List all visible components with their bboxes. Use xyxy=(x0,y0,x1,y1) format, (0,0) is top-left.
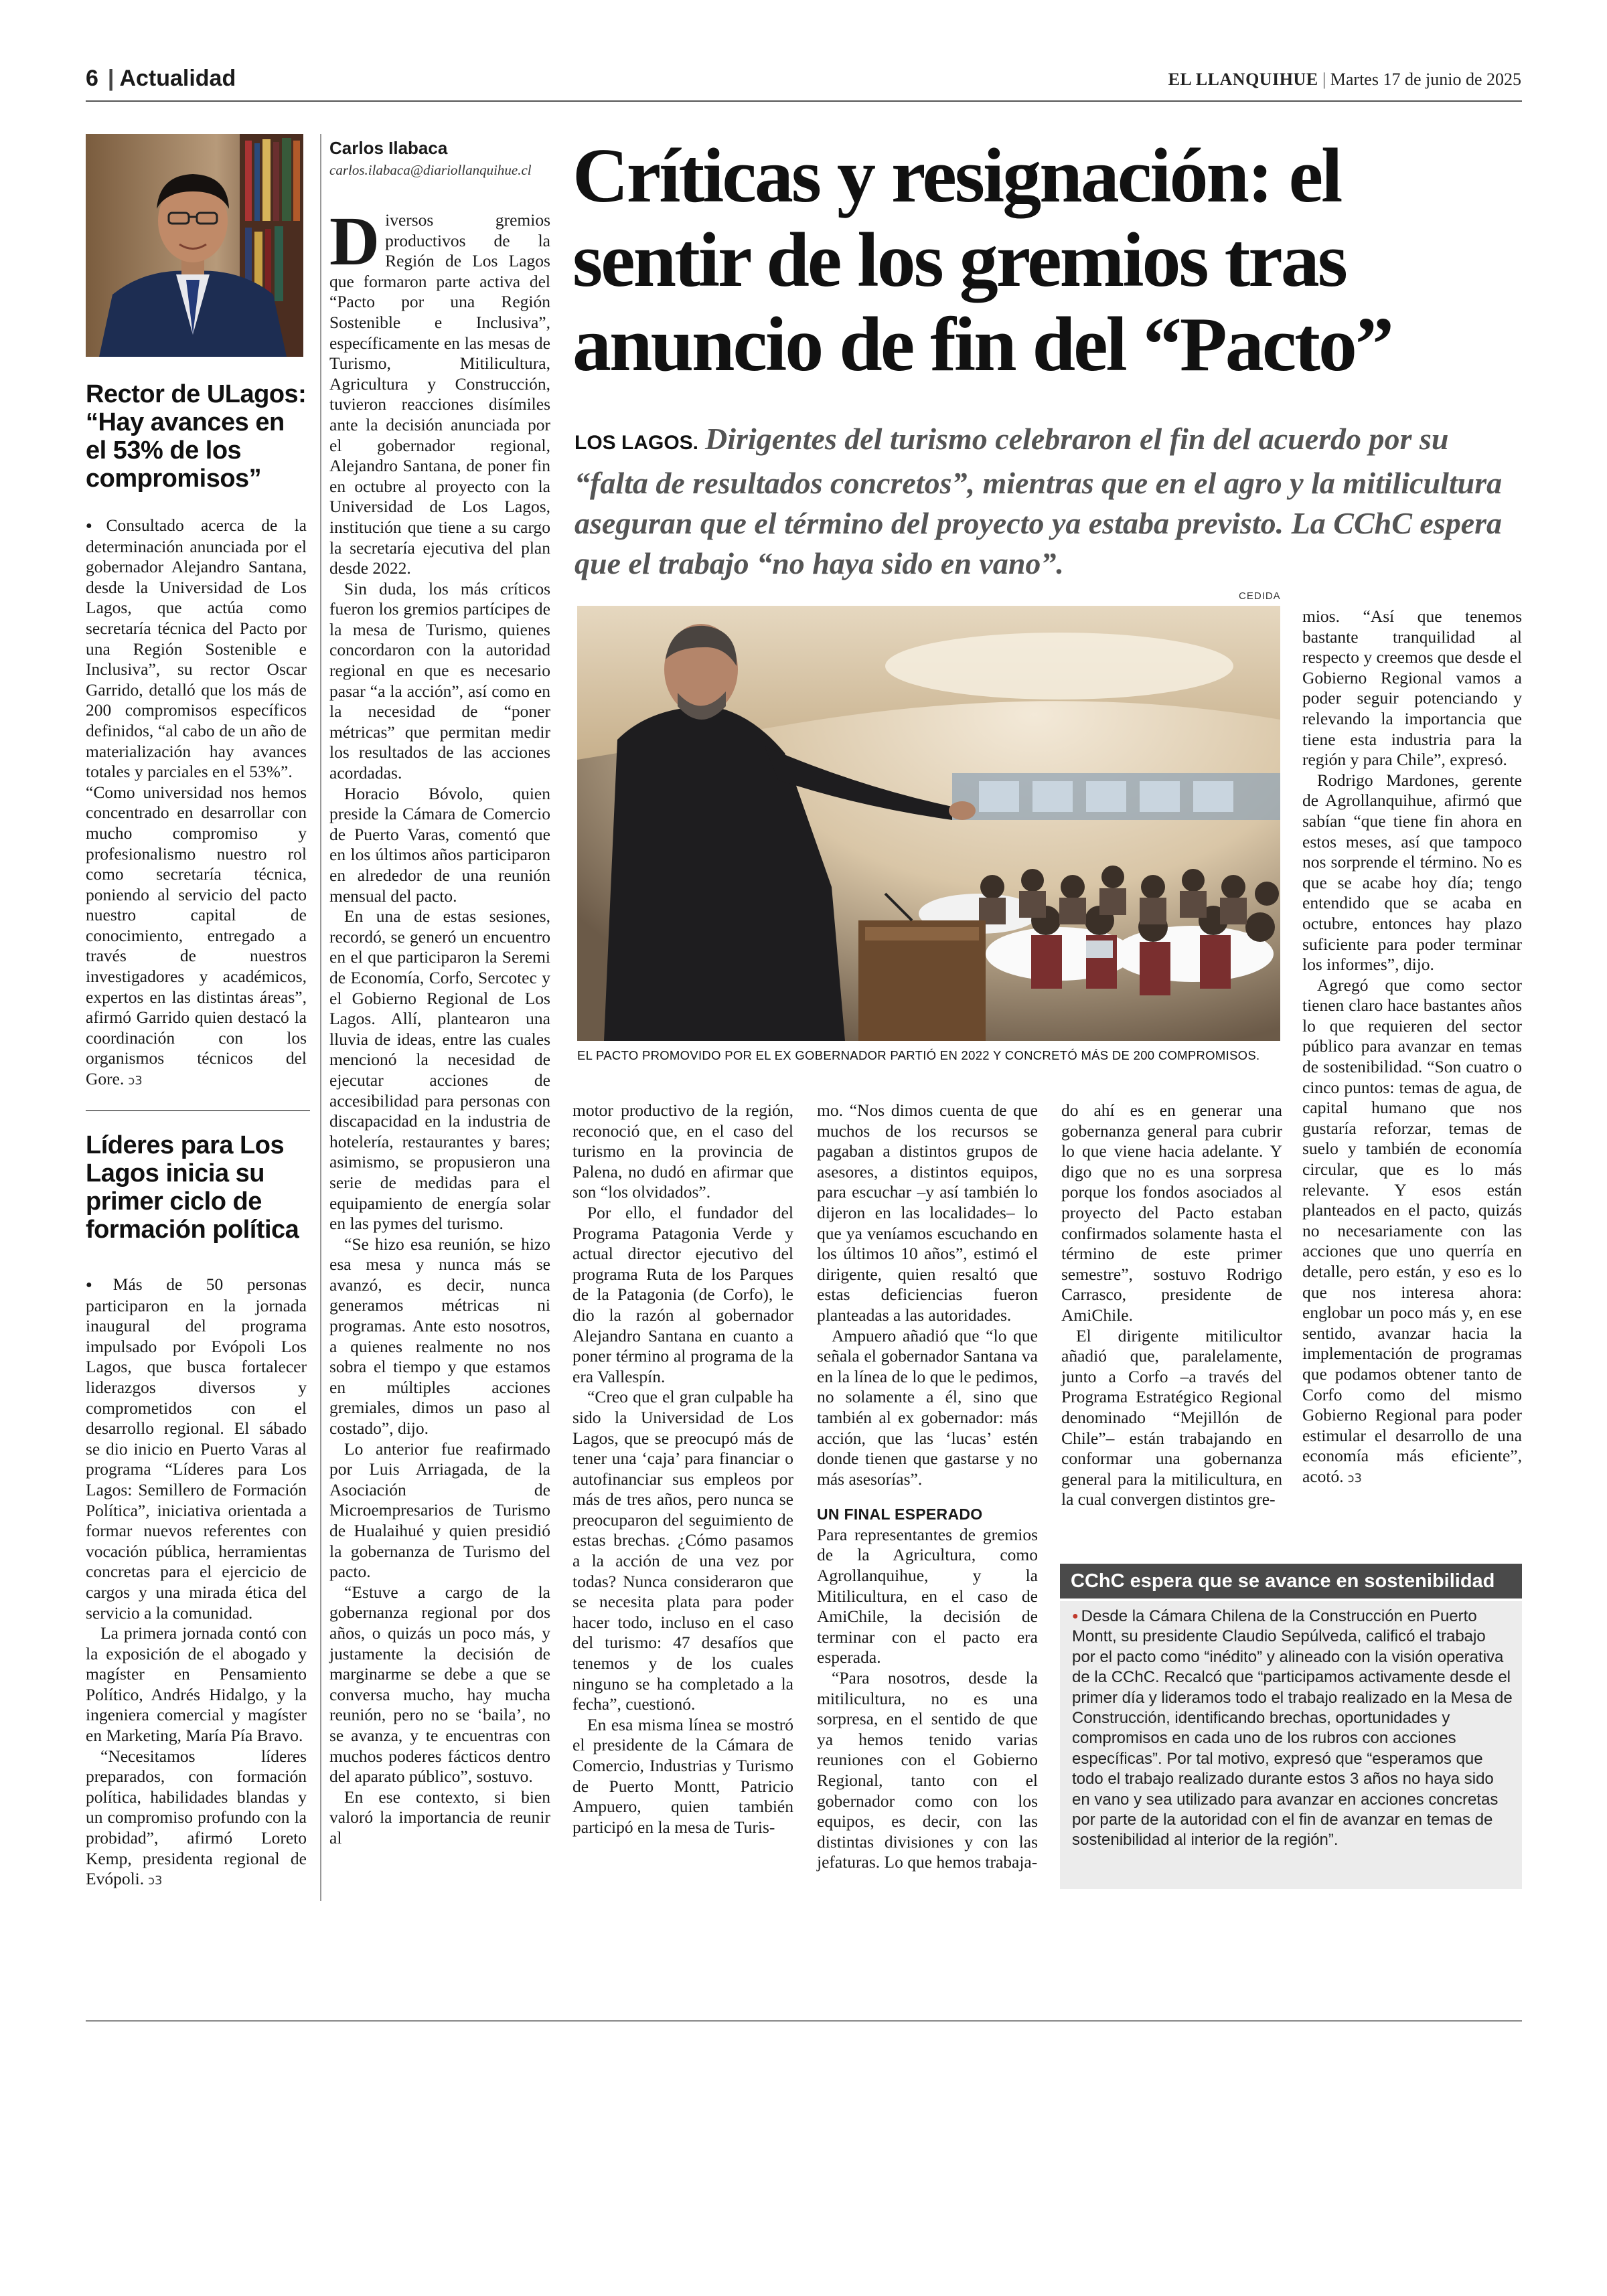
article-paragraph: Ampuero añadió que “lo que señala el gobernador Santana va en la línea de lo que le pedimos, no solamente a él, sino que también al ex gobernador: más acción, que las ‘lucas’ estén donde tienen que gastarse y no más asesorías”. xyxy=(817,1325,1038,1489)
publication-name: EL LLANQUIHUE xyxy=(1168,70,1318,89)
sidebar2-paragraph: Más de 50 personas participaron en la jornada inaugural del programa impulsado por Evópoli Los Lagos, que busca fortalecer liderazgos diversos y comprometidos con el desarrollo regional. El sábado se dio inicio en Puerto Varas al programa “Líderes para Los Lagos: Semillero de Formación Política”, iniciativa orientada a formar nuevos referentes con vocación pública, herramientas concretas para el ejercicio de cargos y una mirada ética del servicio a la comunidad. xyxy=(86,1275,307,1623)
article-deck xyxy=(575,419,1519,584)
article-paragraph: Horacio Bóvolo, quien preside la Cámara de Comercio de Puerto Varas, comentó que en los últimos años participaron en alrededor de una reunión mensual del pacto. xyxy=(329,783,550,906)
sidebar2-title: Líderes para Los Lagos inicia su primer ciclo de formación política xyxy=(86,1131,299,1244)
article-paragraph: “Para nosotros, desde la mitilicultura, no es una sorpresa, en el sentido de que ya hemos tenido varias reuniones con el Gobierno Regional, tanto con el gobernador como con los equipos, es decir, con las distintas divisiones y con las jefaturas. Lo que hemos trabaja- xyxy=(817,1668,1038,1872)
article-column-2 xyxy=(572,1100,793,1837)
issue-date: Martes 17 de junio de 2025 xyxy=(1330,70,1521,89)
article-column-3 xyxy=(817,1100,1038,1873)
sidebar1-paragraph: Consultado acerca de la determinación anunciada por el gobernador Alejandro Santana, desde la Universidad de Los Lagos, que actúa como secretaría técnica del Pacto por una Región Sostenible e Inclusiva”, su rector Oscar Garrido, detalló que los más de 200 compromisos específicos definidos, “al cabo de un año de materialización hay avances totales y parciales en el 53%”. xyxy=(86,515,307,782)
article-photo xyxy=(577,606,1280,1041)
article-paragraph: mo. “Nos dimos cuenta de que muchos de los recursos se pagaban a distintos grupos de asesores, a distintos equipos, para escuchar –y así también lo dijeron en las localidades– lo que ya veníamos escuchando en los últimos 10 años”, estimó el dirigente, quien resaltó que estas deficiencias fueron planteadas a las autoridades. xyxy=(817,1100,1038,1325)
footer-rule xyxy=(86,2020,1522,2022)
bullet-dot-icon: ● xyxy=(1072,1611,1079,1622)
deck-text: Dirigentes del turismo celebraron el fin del acuerdo por su “falta de resultados concretos”, mientras que en el agro y la mitilicultura aseguran que el término del proyecto ya estaba previsto. La CChC espera que el trabajo “no haya sido en vano”. xyxy=(575,422,1503,580)
sidebar-column-rule xyxy=(320,134,321,1901)
sidebar1-body xyxy=(86,515,307,1092)
article-end-icon: ↄ3 xyxy=(148,1874,163,1888)
article-paragraph: “Estuve a cargo de la gobernanza regional por dos años, o quizás un poco más, y justamente la decisión de marginarme se debe a que se conversa mucho, hay mucha reunión, pero no se ‘baila’, no se avanza, y te encuentras con muchos poderes fácticos dentro del aparato público”, sostuvo. xyxy=(329,1582,550,1787)
sidebar2-paragraph: La primera jornada contó con la exposición de el abogado y magíster en Pensamiento Político, Andrés Hidalgo, y la ingeniera comercial y magíster en Marketing, María Pía Bravo. xyxy=(86,1623,307,1746)
article-paragraph: Para representantes de gremios de la Agricultura, como Agrollanquihue, y la Mitilicultura, en el caso de AmiChile, la decisión de terminar con el pacto era esperada. xyxy=(817,1524,1038,1667)
article-paragraph: En una de estas sesiones, recordó, se generó un encuentro en el que participaron la Seremi de Economía, Corfo, Sercotec y el Gobierno Regional de Los Lagos. Allí, plantearon una lluvia de ideas, entre las cuales mencionó la necesidad de ejecutar acciones de accesibilidad para personas con discapacidad en la industria de hotelería, restaurantes y bares; asimismo, se propusieron una serie de medidas para el equipamiento de energía solar en las pymes del turismo. xyxy=(329,906,550,1234)
photo-caption: EL PACTO PROMOVIDO POR EL EX GOBERNADOR PARTIÓ EN 2022 Y CONCRETÓ MÁS DE 200 COMPROMISOS. xyxy=(577,1048,1260,1062)
sidebar2-paragraph: “Necesitamos líderes preparados, con formación política, habilidades blandas y un compromiso profundo con la probidad”, afirmó Loreto Kemp, presidenta regional de Evópoli. xyxy=(86,1746,307,1889)
article-paragraph: Rodrigo Mardones, gerente de Agrollanquihue, afirmó que sabían “que tiene fin ahora en estos meses, así que tampoco nos sorprende el término. No es que se acabe hoy día; tengo entendido que se acaba en octubre, entonces hay plazo suficiente para poder terminar los informes”, dijo. xyxy=(1302,770,1522,975)
header-rule xyxy=(86,100,1522,102)
article-paragraph: En esa misma línea se mostró el presidente de la Cámara de Comercio, Industrias y Turismo de Puerto Montt, Patricio Ampuero, quien también participó en la mesa de Turis- xyxy=(572,1714,793,1837)
sidebar-divider xyxy=(86,1110,310,1111)
bullet-dot-icon xyxy=(86,515,106,535)
masthead-date: EL LLANQUIHUE | Martes 17 de junio de 2025 xyxy=(1168,70,1521,89)
page-section-header: 6 | Actualidad xyxy=(86,66,236,91)
article-paragraph: Agregó que como sector tienen claro hace bastantes años lo que requieren del sector público para avanzar en temas de sostenibilidad. “Son cuatro o cinco puntos: temas de agua, de capital humano que nos gustaría reforzar, temas de suelo y también de economía circular, que es lo más relevante. Y esos están planteados en el pacto, quizás no necesariamente con las acciones que uno querría en detalle, pero están, y eso es lo que nos interesa ahora: englobar un poco más y, en ese sentido, avanzar hacia la implementación de programas que podamos obtener tanto de Corfo como del mismo Gobierno Regional para poder estimular el desarrollo de una economía más eficiente”, acotó. xyxy=(1302,975,1522,1486)
article-end-icon: ↄ3 xyxy=(1347,1471,1362,1485)
cchc-box-title: CChC espera que se avance en sostenibilidad xyxy=(1060,1564,1522,1598)
headline: Críticas y resignación: el sentir de los gremios tras anuncio de fin del “Pacto” xyxy=(572,133,1392,388)
page-number: 6 xyxy=(86,66,98,91)
bullet-dot-icon xyxy=(86,1275,113,1294)
portrait-image xyxy=(86,134,303,357)
article-end-icon: ↄ3 xyxy=(128,1074,143,1088)
article-subhead: UN FINAL ESPERADO xyxy=(817,1505,983,1524)
article-paragraph: motor productivo de la región, reconoció que, en el caso del turismo en la provincia de Palena, no dudó en afirmar que son “los olvidados”. xyxy=(572,1100,793,1202)
kicker: LOS LAGOS. xyxy=(575,432,699,454)
article-paragraph: do ahí es en generar una gobernanza general para cubrir lo que viene hacia adelante. Y digo que no es una sorpresa porque los fondos asociados al proyecto del Pacto estaban confirmados solamente hasta el término de este primer semestre”, sostuvo Rodrigo Carrasco, presidente de AmiChile. xyxy=(1061,1100,1282,1325)
article-paragraph: mios. “Así que tenemos bastante tranquilidad al respecto y creemos que desde el Gobierno Regional vamos a poder seguir potenciando y relevando la importancia que tiene esta industria para la región y para Chile”, expresó. xyxy=(1302,606,1522,770)
article-column-4 xyxy=(1061,1100,1282,1510)
article-paragraph: Por ello, el fundador del Programa Patagonia Verde y actual director ejecutivo del programa Ruta de los Parques de la Patagonia (de Corfo), le dio la razón al gobernador Alejandro Santana en cuanto a poner término al programa de la era Vallespín. xyxy=(572,1202,793,1386)
author-name: Carlos Ilabaca xyxy=(329,138,448,158)
sidebar2-body xyxy=(86,1275,307,1892)
cchc-box-body xyxy=(1060,1601,1522,1889)
article-paragraph: “Se hizo esa reunión, se hizo esa mesa y nunca más se avanzó, es decir, nunca generamos métricas ni programas. Ante esto nosotros, a quienes realmente no nos sobra el tiempo y que estamos en múltiples acciones gremiales, dimos un paso al costado”, dijo. xyxy=(329,1234,550,1439)
article-paragraph: En ese contexto, si bien valoró la importancia de reunir al xyxy=(329,1787,550,1848)
article-paragraph: Sin duda, los más críticos fueron los gremios partícipes de la mesa de Turismo, quienes concordaron con la autoridad regional en que es necesario pasar “a la acción”, así como en la necesidad de “poner métricas” que permitan medir los resultados de las acciones acordadas. xyxy=(329,578,550,783)
article-paragraph: El dirigente mitilicultor añadió que, paralelamente, junto a Corfo –a través del Programa Estratégico Regional denominado “Mejillón de Chile”– están trabajando en conformar una gobernanza general para la mitilicultura, en la cual convergen distintos gre- xyxy=(1061,1325,1282,1509)
section-name: Actualidad xyxy=(119,66,236,91)
conference-photo-image xyxy=(577,606,1280,1041)
article-column-5 xyxy=(1302,606,1522,1489)
sidebar1-title: Rector de ULagos: “Hay avances en el 53% de los compromisos” xyxy=(86,380,307,493)
article-paragraph: iversos gremios productivos de la Región de Los Lagos que formaron parte activa del “Pacto por una Región Sostenible e Inclusiva”, específicamente en las mesas de Turismo, Mitilicultura, Agricultura y Construcción, tuvieron reacciones disímiles ante la decisión anunciada por el gobernador regional, Alejandro Santana, de poner fin en octubre al proyecto con la Universidad de Los Lagos, institución que tiene a su cargo la secretaría ejecutiva del plan desde 2022. xyxy=(329,210,550,578)
photo-credit: CEDIDA xyxy=(1239,590,1281,602)
cchc-box-text: Desde la Cámara Chilena de la Construcción en Puerto Montt, su presidente Claudio Sepúlveda, calificó el trabajo por el pacto como “inédito” y alineado con la visión operativa de la CChC. Recalcó que “participamos activamente desde el primer día y lideramos todo el trabajo realizado en la Mesa de Construcción, identificando brechas, oportunidades y compromisos en cada uno de los rubros con acciones específicas”. Por tal motivo, expresó que “esperamos que todo el trabajo realizado durante estos 3 años no haya sido en vano y sea utilizado para avanzar en acciones concretas por parte de la autoridad con el fin de avanzar en temas de sostenibilidad al interior de la región”. xyxy=(1072,1607,1513,1850)
article-column-1 xyxy=(329,203,550,1849)
drop-cap: D xyxy=(329,203,380,280)
author-email: carlos.ilabaca@diariollanquihue.cl xyxy=(329,162,532,178)
rector-portrait xyxy=(86,134,303,357)
article-paragraph: “Creo que el gran culpable ha sido la Universidad de Los Lagos, que se preocupó más de tener una ‘caja’ para financiar o autofinanciar sus empleos por más de tres años, pero nunca se preocuparon del seguimiento de estas brechas. ¿Cómo pasamos a la acción de una vez por todas? Nunca consideraron que se necesita plata para poder hacer todo, incluso en el caso del turismo: 47 desafíos que tenemos y de los cuales ninguno se ha completado a la fecha”, cuestionó. xyxy=(572,1387,793,1714)
article-paragraph: Lo anterior fue reafirmado por Luis Arriagada, de la Asociación de Microempresarios de Turismo de Hualaihué y quien presidió la gobernanza de Turismo del pacto. xyxy=(329,1439,550,1582)
sidebar1-paragraph: “Como universidad nos hemos concentrado en desarrollar con mucho compromiso y profesionalismo nuestro rol como secretaría técnica, poniendo al servicio del pacto nuestro capital de conocimiento, entregado a través de nuestros investigadores y académicos, expertos en las distintas áreas”, afirmó Garrido quien destacó la coordinación con los organismos técnicos del Gore. xyxy=(86,782,307,1089)
